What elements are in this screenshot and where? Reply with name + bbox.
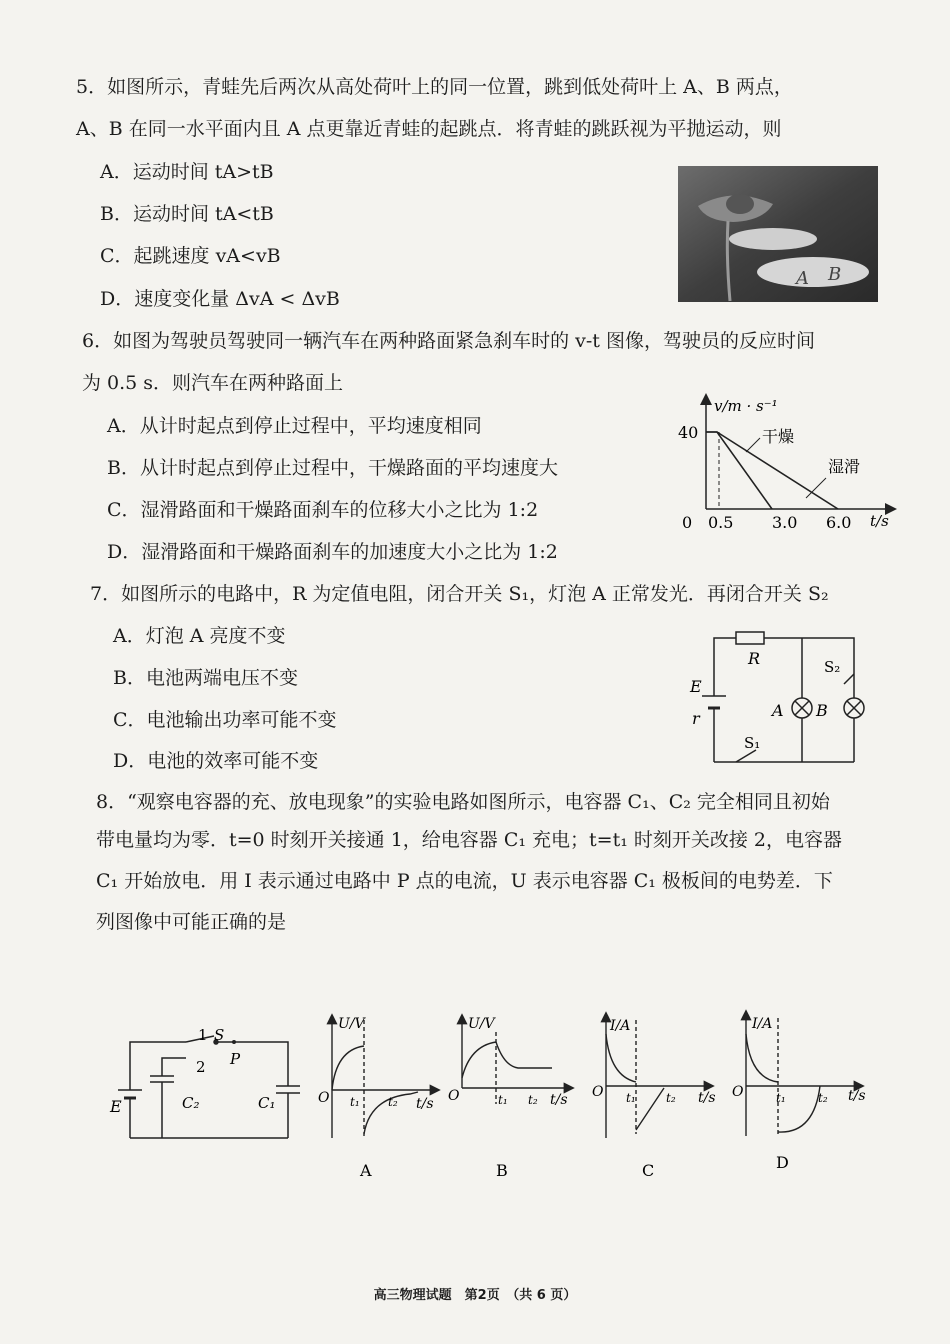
dry-leader-line [746, 438, 760, 452]
vt-legend-wet: 湿滑 [828, 457, 861, 476]
resistor-r [736, 632, 764, 644]
graph-d-origin: O [732, 1084, 744, 1100]
graph-d-letter: D [776, 1153, 789, 1172]
q6-option-d: D．湿滑路面和干燥路面刹车的加速度大小之比为 1:2 [107, 541, 558, 563]
label-terminal-2: 2 [196, 1058, 206, 1076]
graph-b-letter: B [496, 1161, 508, 1178]
label-c2: C₂ [182, 1094, 200, 1112]
vt-xtick-6-0: 6.0 [826, 513, 852, 532]
label-e: E [690, 677, 702, 696]
q8-line4: 列图像中可能正确的是 [96, 911, 287, 933]
vt-xtick-3-0: 3.0 [772, 513, 798, 532]
graph-a-letter: A [360, 1161, 372, 1178]
q6-option-b: B．从计时起点到停止过程中，干燥路面的平均速度大 [107, 457, 558, 479]
q5-line2: A、B 在同一水平面内且 A 点更靠近青蛙的起跳点．将青蛙的跳跃视为平抛运动，则 [76, 118, 782, 140]
graph-b-share-curve [496, 1042, 552, 1068]
graph-a-t2: t₂ [388, 1095, 398, 1109]
q6-line2: 为 0.5 s．则汽车在两种路面上 [82, 372, 344, 394]
q8-circuit [106, 1024, 306, 1148]
graph-a-t1: t₁ [350, 1095, 360, 1109]
label-c1: C₁ [258, 1094, 276, 1112]
graph-d-t2: t₂ [818, 1091, 828, 1105]
graph-b-origin: O [448, 1088, 460, 1104]
label-e: E [110, 1097, 122, 1116]
q8-line1: 8．“观察电容器的充、放电现象”的实验电路如图所示，电容器 C₁、C₂ 完全相同且初始 [96, 791, 830, 813]
label-r: R [748, 649, 761, 668]
graph-b-t2: t₂ [528, 1093, 538, 1107]
q7-option-a: A．灯泡 A 亮度不变 [113, 625, 286, 647]
frog [726, 194, 754, 214]
graph-c-xlabel: t/s [698, 1090, 716, 1106]
label-s1: S₁ [744, 734, 761, 752]
frog-lotus-photo [678, 166, 878, 302]
label-s2: S₂ [824, 658, 841, 676]
label-lamp-b: B [816, 701, 828, 720]
label-switch-s: S [214, 1026, 225, 1044]
graph-c-ylabel: I/A [610, 1018, 631, 1034]
photo-label-b: B [828, 264, 842, 285]
page-footer: 高三物理试题 第2页 （共 6 页） [373, 1288, 577, 1303]
graph-a [314, 1008, 444, 1178]
graph-d-ylabel: I/A [752, 1016, 773, 1032]
low-lotus-leaf-2 [757, 257, 869, 287]
graph-d-xlabel: t/s [848, 1088, 866, 1104]
vt-origin: 0 [682, 513, 693, 532]
vt-ylabel: v/m · s⁻¹ [714, 397, 778, 415]
graph-b-ylabel: U/V [468, 1016, 495, 1032]
q7-option-b: B．电池两端电压不变 [113, 667, 298, 689]
point-p [232, 1040, 236, 1044]
q7-option-d: D．电池的效率可能不变 [113, 750, 319, 772]
graph-c-t1: t₁ [626, 1091, 636, 1105]
q6-line1: 6．如图为驾驶员驾驶同一辆汽车在两种路面紧急刹车时的 v-t 图像，驾驶员的反应时间 [82, 330, 815, 352]
graph-a-charge-curve [332, 1046, 364, 1090]
graph-c-discharge-line [636, 1088, 664, 1130]
low-lotus-leaf-1 [729, 228, 817, 250]
graph-c-t2: t₂ [666, 1091, 676, 1105]
q5-option-c: C．起跳速度 vA<vB [100, 245, 281, 267]
graph-b-t1: t₁ [498, 1093, 508, 1107]
graph-c-charge-curve [606, 1034, 636, 1082]
vt-xtick-0-5: 0.5 [708, 513, 734, 532]
q6-option-c: C．湿滑路面和干燥路面刹车的位移大小之比为 1:2 [107, 499, 539, 521]
graph-a-ylabel: U/V [338, 1016, 365, 1032]
q6-option-a: A．从计时起点到停止过程中，平均速度相同 [107, 415, 482, 437]
graph-c [588, 1008, 718, 1178]
graph-c-origin: O [592, 1084, 604, 1100]
vt-xlabel: t/s [870, 512, 889, 530]
vt-ytick-40: 40 [678, 423, 699, 442]
q7-option-c: C．电池输出功率可能不变 [113, 709, 337, 731]
q5-option-a: A．运动时间 tA>tB [100, 161, 274, 183]
q5-option-b: B．运动时间 tA<tB [100, 203, 274, 225]
graph-b-xlabel: t/s [550, 1092, 568, 1108]
label-terminal-1: 1 [198, 1026, 208, 1044]
graph-b [446, 1008, 576, 1178]
vt-chart [670, 388, 906, 534]
label-lamp-a: A [772, 701, 784, 720]
q5-line1: 5．如图所示，青蛙先后两次从高处荷叶上的同一位置，跳到低处荷叶上 A、B 两点， [76, 76, 793, 98]
graph-c-letter: C [642, 1161, 655, 1178]
q7-circuit [684, 626, 874, 768]
graph-d [728, 1006, 878, 1176]
q8-line2: 带电量均为零．t=0 时刻开关接通 1，给电容器 C₁ 充电；t=t₁ 时刻开关改接 2，电容器 [96, 829, 843, 851]
photo-label-a: A [796, 268, 809, 289]
label-point-p: P [230, 1050, 241, 1068]
q7-line1: 7．如图所示的电路中，R 为定值电阻，闭合开关 S₁，灯泡 A 正常发光．再闭合开关 S₂ [90, 583, 829, 605]
graph-b-charge-curve [462, 1042, 496, 1078]
graph-a-xlabel: t/s [416, 1096, 434, 1112]
q8-line3: C₁ 开始放电．用 I 表示通过电路中 P 点的电流，U 表示电容器 C₁ 极板间的电势差．下 [96, 870, 833, 892]
graph-d-t1: t₁ [776, 1091, 786, 1105]
switch-s2 [844, 674, 854, 684]
graph-d-charge-curve [746, 1034, 778, 1082]
graph-a-origin: O [318, 1090, 330, 1106]
vt-legend-dry: 干燥 [762, 427, 795, 446]
q5-option-d: D．速度变化量 ΔvA < ΔvB [100, 288, 340, 310]
label-r-internal: r [692, 709, 700, 728]
